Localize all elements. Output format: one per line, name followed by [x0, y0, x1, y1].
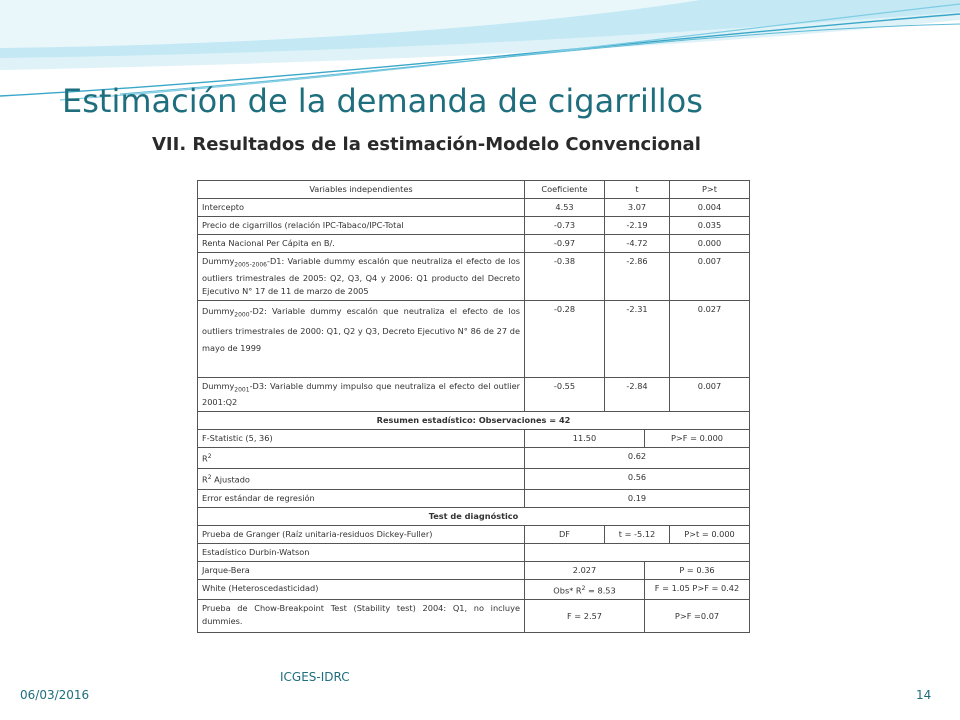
dummy-sub: 2005-2006 [234, 261, 268, 269]
granger-df: DF [525, 525, 605, 543]
chow-p: P>F =0.07 [645, 600, 750, 633]
white-f: F = 1.05 P>F = 0.42 [645, 579, 750, 600]
row-coef: -0.38 [525, 253, 605, 301]
row-coef: -0.28 [525, 300, 605, 377]
row-coef: 4.53 [525, 199, 605, 217]
white-obs [525, 579, 645, 600]
dw-value [525, 543, 750, 561]
table-row [198, 579, 750, 600]
table-row [198, 561, 750, 579]
white-obs-rest: = 8.53 [585, 585, 616, 596]
f-stat-value: 11.50 [525, 430, 645, 448]
r2-sup: 2 [207, 453, 212, 461]
footer-page-number: 14 [916, 688, 932, 702]
header-t: t [605, 181, 670, 199]
dummy-sub: 2001 [234, 386, 250, 394]
r2adj-label [198, 469, 525, 490]
row-coef: -0.55 [525, 377, 605, 412]
table-row [198, 469, 750, 490]
slide-title: Estimación de la demanda de cigarrillos [62, 82, 703, 120]
results-table [197, 180, 750, 633]
r2-base: R [202, 454, 208, 465]
r2adj-rest: Ajustado [211, 474, 250, 485]
row-t: -4.72 [605, 235, 670, 253]
row-p: 0.027 [670, 300, 750, 377]
table-header-row [198, 181, 750, 199]
dummy-sub: 2000 [234, 311, 250, 319]
table-row [198, 543, 750, 561]
row-t: -2.31 [605, 300, 670, 377]
row-coef: -0.73 [525, 217, 605, 235]
granger-t: t = -5.12 [605, 525, 670, 543]
footer-org: ICGES-IDRC [280, 670, 350, 684]
summary-header-row [198, 412, 750, 430]
dw-label: Estadístico Durbin-Watson [198, 543, 525, 561]
dummy-desc: -D2: Variable dummy escalón que neutraliza el efecto de los outliers trimestrales de 2000: Q1, Q2 y Q3, Decreto Ejecutivo N° 86 de 27 de mayo de 1999 [202, 305, 520, 354]
dummy-desc: -D3: Variable dummy impulso que neutraliza el efecto del outlier 2001:Q2 [202, 380, 520, 408]
row-var: Precio de cigarrillos (relación IPC-Tabaco/IPC-Total [198, 217, 525, 235]
table-row [198, 377, 750, 412]
table-row [198, 253, 750, 301]
row-t: 3.07 [605, 199, 670, 217]
table-row [198, 525, 750, 543]
white-obs-sup: 2 [581, 584, 586, 592]
row-var: Intercepto [198, 199, 525, 217]
diag-header-row [198, 507, 750, 525]
dummy-prefix: Dummy [202, 305, 235, 316]
f-stat-label: F-Statistic (5, 36) [198, 430, 525, 448]
row-p: 0.007 [670, 377, 750, 412]
table-row [198, 217, 750, 235]
row-coef: -0.97 [525, 235, 605, 253]
r2-label [198, 448, 525, 469]
slide-subtitle: VII. Resultados de la estimación-Modelo Convencional [152, 134, 701, 155]
diag-header: Test de diagnóstico [198, 507, 750, 525]
white-obs-prefix: Obs* R [553, 585, 582, 596]
f-stat-p: P>F = 0.000 [645, 430, 750, 448]
table-row [198, 600, 750, 633]
row-var [198, 300, 525, 377]
chow-label: Prueba de Chow-Breakpoint Test (Stability test) 2004: Q1, no incluye dummies. [198, 600, 525, 633]
row-p: 0.000 [670, 235, 750, 253]
row-p: 0.035 [670, 217, 750, 235]
row-var: Renta Nacional Per Cápita en B/. [198, 235, 525, 253]
se-label: Error estándar de regresión [198, 489, 525, 507]
dummy-prefix: Dummy [202, 256, 235, 266]
table-row [198, 489, 750, 507]
row-t: -2.84 [605, 377, 670, 412]
chow-f: F = 2.57 [525, 600, 645, 633]
row-var [198, 253, 525, 301]
table-row [198, 430, 750, 448]
row-p: 0.004 [670, 199, 750, 217]
header-p: P>t [670, 181, 750, 199]
granger-label: Prueba de Granger (Raíz unitaria-residuos Dickey-Fuller) [198, 525, 525, 543]
white-label: White (Heteroscedasticidad) [198, 579, 525, 600]
header-coef: Coeficiente [525, 181, 605, 199]
table-row [198, 300, 750, 377]
dummy-desc: -D1: Variable dummy escalón que neutraliza el efecto de los outliers trimestrales de 2005: Q2, Q3, Q4 y 2006: Q1 producto del Decreto Ejecutivo N° 17 de 11 de marzo de 2005 [202, 256, 520, 296]
r2adj-value: 0.56 [525, 469, 750, 490]
row-t: -2.86 [605, 253, 670, 301]
table-row [198, 448, 750, 469]
summary-header: Resumen estadístico: Observaciones = 42 [198, 412, 750, 430]
jb-label: Jarque-Bera [198, 561, 525, 579]
table-row [198, 235, 750, 253]
jb-value: 2.027 [525, 561, 645, 579]
jb-p: P = 0.36 [645, 561, 750, 579]
granger-p: P>t = 0.000 [670, 525, 750, 543]
dummy-prefix: Dummy [202, 380, 235, 391]
table-row [198, 199, 750, 217]
r2adj-base: R [202, 474, 208, 485]
header-variables: Variables independientes [198, 181, 525, 199]
row-t: -2.19 [605, 217, 670, 235]
row-var [198, 377, 525, 412]
footer-date: 06/03/2016 [20, 688, 90, 702]
row-p: 0.007 [670, 253, 750, 301]
se-value: 0.19 [525, 489, 750, 507]
r2adj-sup: 2 [207, 474, 212, 482]
r2-value: 0.62 [525, 448, 750, 469]
